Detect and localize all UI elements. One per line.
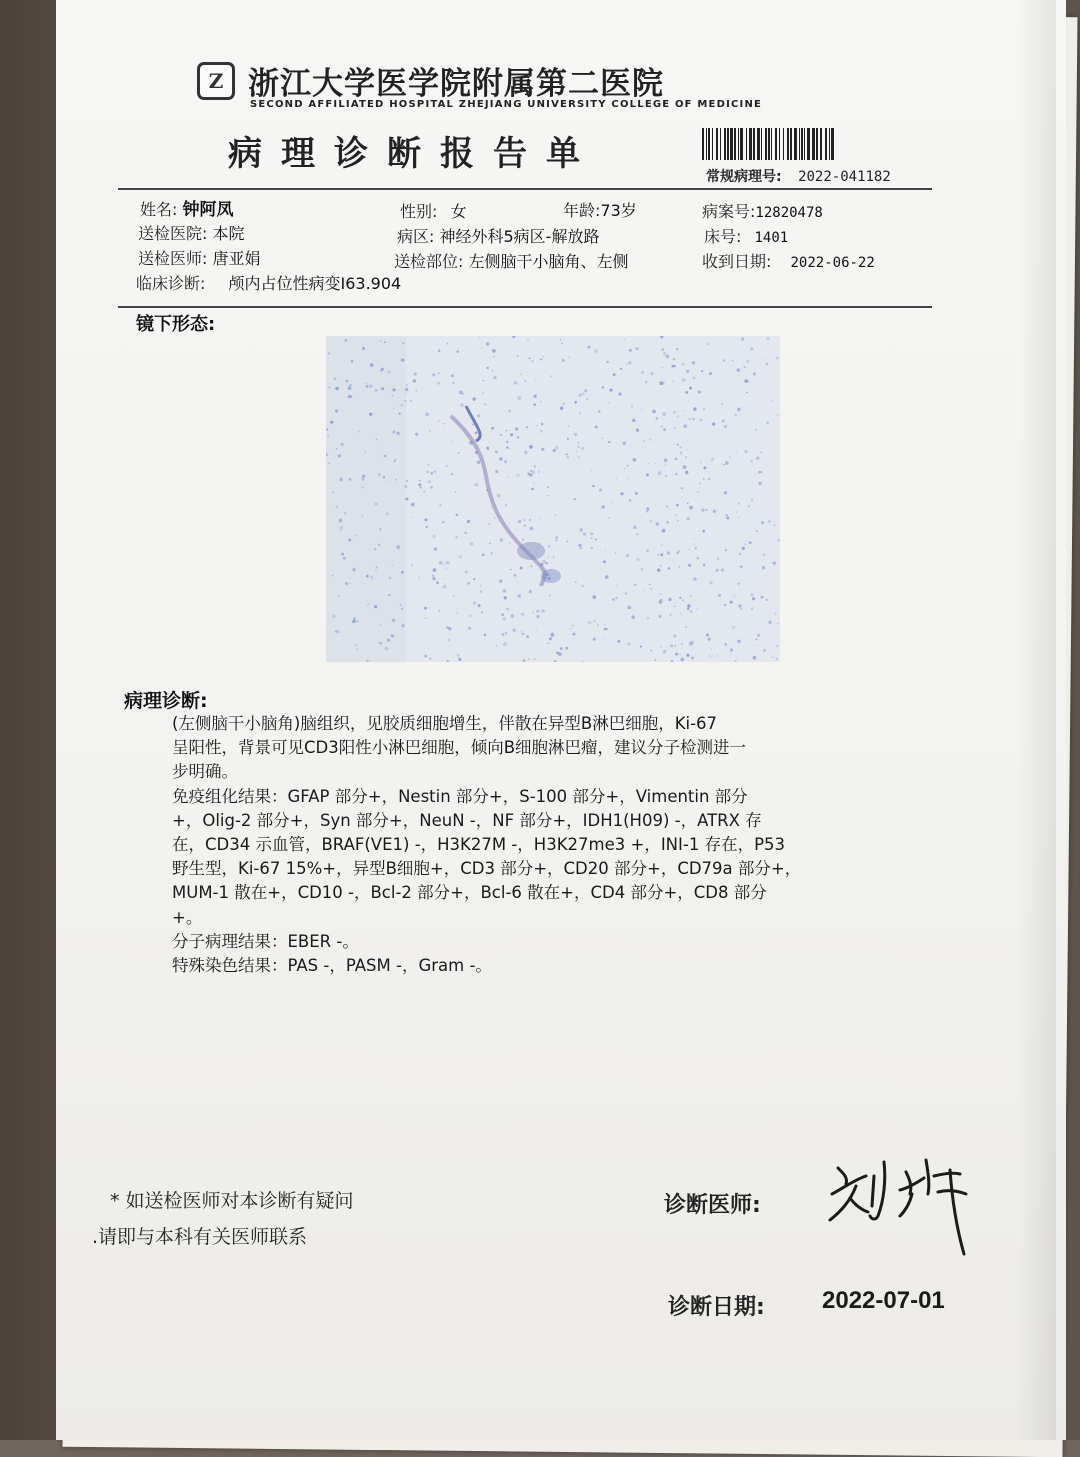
header-divider [118, 188, 932, 190]
site-value: 左侧脑干小脑角、左侧 [468, 252, 629, 271]
diagnosis-label: 病理诊断: [124, 690, 208, 712]
diagnosis-date-label: 诊断日期: [668, 1295, 765, 1320]
field-doctor [138, 246, 261, 269]
field-clinical [136, 271, 401, 294]
name-label: 姓名: [140, 200, 178, 219]
field-age [563, 198, 637, 221]
clinical-value: 颅内占位性病变I63.904 [228, 274, 402, 293]
ward-label: 病区: [397, 227, 435, 246]
field-bed [704, 224, 788, 247]
hospital-label: 送检医院: [138, 224, 208, 243]
diagnosis-line: 特殊染色结果：PAS -，PASM -，Gram -。 [172, 956, 492, 976]
report-title: 病理诊断报告单 [228, 134, 599, 174]
field-case-no [702, 199, 823, 222]
diagnosis-line: 步明确。 [172, 762, 238, 782]
micro-label: 镜下形态: [136, 314, 216, 335]
case-no-value: 12820478 [755, 205, 823, 221]
sex-value: 女 [450, 202, 467, 221]
case-no-label: 病案号: [702, 202, 756, 221]
diagnosis-date-value: 2022-07-01 [822, 1287, 945, 1314]
age-label: 年龄: [563, 201, 601, 220]
field-ward [397, 224, 599, 247]
received-label: 收到日期: [702, 252, 772, 271]
diagnosis-line: 在，CD34 示血管，BRAF(VE1) -，H3K27M -，H3K27me3 +，INI-1 存在，P53 [172, 835, 786, 855]
hospital-name-en: SECOND AFFILIATED HOSPITAL ZHEJIANG UNIVERSITY COLLEGE OF MEDICINE [250, 99, 763, 110]
diagnosis-line: 野生型，Ki-67 15%+，异型B细胞+，CD3 部分+，CD20 部分+，CD79a 部分+， [172, 859, 802, 879]
diagnosis-line: 呈阳性，背景可见CD3阳性小淋巴细胞，倾向B细胞淋巴瘤，建议分子检测进一 [172, 738, 747, 758]
paper-shadow [1016, 0, 1056, 1440]
hospital-name-cn: 浙江大学医学院附属第二医院 [248, 66, 664, 102]
site-label: 送检部位: [394, 252, 464, 271]
info-divider [118, 306, 932, 308]
diagnosis-line: +，Olig-2 部分+，Syn 部分+，NeuN -，NF 部分+，IDH1(H09) -，ATRX 存 [172, 810, 762, 830]
field-received [702, 249, 875, 272]
hospital-value: 本院 [212, 224, 245, 243]
diagnosis-line: MUM-1 散在+，CD10 -，Bcl-2 部分+，Bcl-6 散在+，CD4 部分+，CD8 部分 [172, 883, 767, 903]
diagnosis-line: 免疫组化结果：GFAP 部分+，Nestin 部分+，S-100 部分+，Vimentin 部分 [172, 786, 748, 806]
barcode [700, 126, 835, 162]
diagnosis-line: (左侧脑干小脑角)脑组织，见胶质细胞增生，伴散在异型B淋巴细胞，Ki-67 [172, 714, 718, 733]
sex-label: 性别: [400, 202, 438, 221]
ward-value: 神经外科5病区-解放路 [439, 227, 600, 246]
pathology-number-label: 常规病理号: [706, 169, 782, 185]
received-value: 2022-06-22 [790, 255, 875, 271]
signing-doctor-label: 诊断医师: [664, 1193, 761, 1218]
pathology-number [706, 166, 891, 186]
footer-note-1: * 如送检医师对本诊断有疑问 [110, 1190, 354, 1212]
field-site [394, 249, 629, 272]
pathology-number-value: 2022-041182 [798, 169, 891, 185]
bed-label: 床号: [704, 227, 742, 246]
diagnosis-line: +。 [172, 907, 203, 927]
field-sex [400, 199, 467, 222]
microscopy-image [326, 336, 780, 662]
clinical-label: 临床诊断: [136, 274, 206, 293]
diagnosis-line: 分子病理结果：EBER -。 [172, 931, 359, 951]
footer-note-2: .请即与本科有关医师联系 [92, 1226, 308, 1248]
bed-value: 1401 [754, 230, 789, 246]
doctor-signature [826, 1150, 976, 1260]
doctor-value: 唐亚娟 [212, 249, 261, 268]
field-name [140, 195, 234, 220]
name-value: 钟阿凤 [182, 200, 234, 220]
field-hospital [138, 221, 245, 244]
diagnosis-text [172, 712, 892, 978]
age-value: 73岁 [600, 201, 637, 220]
hospital-logo: Z [197, 62, 235, 100]
doctor-label: 送检医师: [138, 249, 208, 268]
